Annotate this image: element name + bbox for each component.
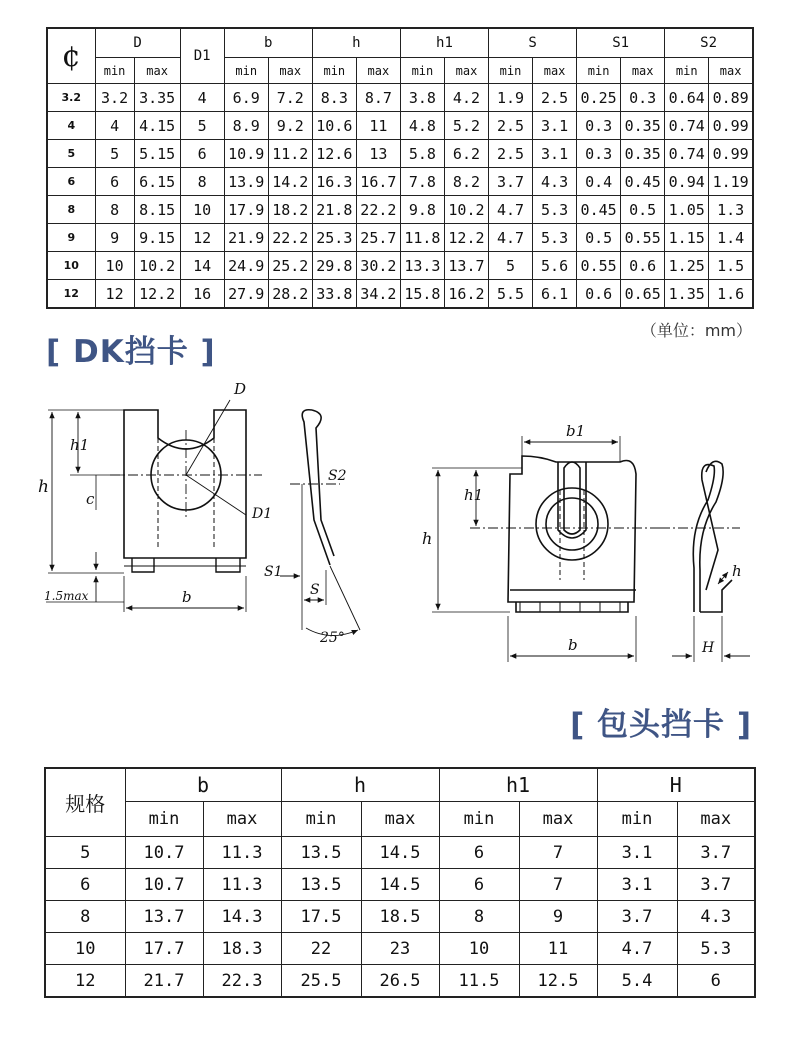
table-cell: 12 (95, 280, 134, 309)
table-cell: 8.3 (312, 84, 356, 112)
table-cell: 0.3 (621, 84, 665, 112)
header-d1: D1 (180, 28, 224, 84)
table-row (47, 196, 753, 224)
table-cell: 4 (180, 84, 224, 112)
table-cell: 5 (180, 112, 224, 140)
subheader-min: min (281, 802, 361, 837)
table-cell: 14.2 (268, 168, 312, 196)
table-cell: 18.3 (203, 933, 281, 965)
dk-clip-front-view (46, 400, 262, 612)
table-row (45, 965, 755, 998)
table-cell: 6 (439, 837, 519, 869)
subheader-max: max (444, 58, 488, 84)
subheader-min: min (489, 58, 533, 84)
table-cell: 0.35 (621, 112, 665, 140)
table-cell: 0.94 (665, 168, 709, 196)
table-row (47, 84, 753, 112)
subheader-max: max (361, 802, 439, 837)
table-cell: 10 (439, 933, 519, 965)
table-cell: 13.5 (281, 869, 361, 901)
table-cell: 34.2 (356, 280, 400, 309)
table-cell: 22 (281, 933, 361, 965)
table-cell: 25.2 (268, 252, 312, 280)
table-cell: 3.2 (95, 84, 134, 112)
label-1-5max: 1.5max (44, 589, 89, 603)
table-cell: 2.5 (489, 112, 533, 140)
header-H: H (597, 768, 755, 802)
table-cell: 4.3 (677, 901, 755, 933)
subheader-max: max (519, 802, 597, 837)
size-cell: 5 (45, 837, 125, 869)
table-cell: 0.6 (621, 252, 665, 280)
table-cell: 0.55 (577, 252, 621, 280)
size-cell: 8 (47, 196, 95, 224)
table-cell: 10.6 (312, 112, 356, 140)
table-cell: 9.2 (268, 112, 312, 140)
table-cell: 4.7 (597, 933, 677, 965)
table-cell: 13 (356, 140, 400, 168)
subheader-min: min (597, 802, 677, 837)
label-b-right: b (568, 636, 578, 654)
table-cell: 6 (95, 168, 134, 196)
size-cell: 10 (45, 933, 125, 965)
table-cell: 5.3 (677, 933, 755, 965)
table-cell: 6 (180, 140, 224, 168)
table-cell: 13.7 (444, 252, 488, 280)
label-h1-right: h1 (464, 486, 484, 504)
table-cell: 7.8 (400, 168, 444, 196)
subheader-min: min (125, 802, 203, 837)
table-cell: 5.3 (533, 196, 577, 224)
table-cell: 14.5 (361, 837, 439, 869)
table-cell: 12.2 (134, 280, 180, 309)
table-row (47, 112, 753, 140)
table-cell: 0.5 (621, 196, 665, 224)
size-cell: 10 (47, 252, 95, 280)
table-cell: 1.5 (709, 252, 753, 280)
header-h: h (312, 28, 400, 58)
table-cell: 21.7 (125, 965, 203, 998)
table-cell: 0.89 (709, 84, 753, 112)
size-cell: 3.2 (47, 84, 95, 112)
table-cell: 21.9 (224, 224, 268, 252)
table-cell: 10 (180, 196, 224, 224)
table-cell: 12.2 (444, 224, 488, 252)
table-cell: 6.15 (134, 168, 180, 196)
table-cell: 3.7 (489, 168, 533, 196)
table-cell: 10.7 (125, 869, 203, 901)
header-s1: S1 (577, 28, 665, 58)
label-b1: b1 (566, 422, 586, 440)
table-cell: 7 (519, 869, 597, 901)
dk-clip-heading: [ DK挡卡 ] (46, 334, 216, 370)
table-cell: 3.7 (677, 837, 755, 869)
table-cell: 11.8 (400, 224, 444, 252)
table-cell: 4 (95, 112, 134, 140)
table-cell: 16 (180, 280, 224, 309)
table-cell: 9 (95, 224, 134, 252)
table-cell: 1.19 (709, 168, 753, 196)
table-cell: 13.7 (125, 901, 203, 933)
table-cell: 1.4 (709, 224, 753, 252)
table-cell: 8 (95, 196, 134, 224)
table-cell: 0.35 (621, 140, 665, 168)
size-cell: 12 (45, 965, 125, 998)
table-cell: 25.7 (356, 224, 400, 252)
table-cell: 26.5 (361, 965, 439, 998)
table-cell: 10.2 (134, 252, 180, 280)
table-cell: 12.6 (312, 140, 356, 168)
table-cell: 10.7 (125, 837, 203, 869)
table-cell: 2.5 (533, 84, 577, 112)
size-cell: 9 (47, 224, 95, 252)
table-cell: 21.8 (312, 196, 356, 224)
table-cell: 0.25 (577, 84, 621, 112)
table-cell: 4.2 (444, 84, 488, 112)
table-cell: 6.2 (444, 140, 488, 168)
table-cell: 18.5 (361, 901, 439, 933)
subheader-max: max (134, 58, 180, 84)
table-cell: 3.7 (677, 869, 755, 901)
table-cell: 14.3 (203, 901, 281, 933)
table-cell: 30.2 (356, 252, 400, 280)
subheader-max: max (203, 802, 281, 837)
table-cell: 1.6 (709, 280, 753, 309)
subheader-min: min (224, 58, 268, 84)
table-row (47, 280, 753, 309)
table-cell: 9.8 (400, 196, 444, 224)
label-b: b (182, 588, 192, 606)
size-cell: 4 (47, 112, 95, 140)
table-cell: 4.7 (489, 224, 533, 252)
table-cell: 1.05 (665, 196, 709, 224)
table-row (47, 252, 753, 280)
header-spec: 规格 (45, 768, 125, 837)
subheader-max: max (268, 58, 312, 84)
unit-note: （单位：mm） (640, 321, 752, 340)
table-cell: 16.7 (356, 168, 400, 196)
table-cell: 6.1 (533, 280, 577, 309)
table-cell: 17.5 (281, 901, 361, 933)
label-angle: 25° (320, 630, 345, 646)
table-row (47, 168, 753, 196)
table-cell: 33.8 (312, 280, 356, 309)
header-h: h (281, 768, 439, 802)
label-h: h (38, 477, 49, 497)
table-cell: 11.3 (203, 837, 281, 869)
subheader-max: max (356, 58, 400, 84)
size-cell: 6 (47, 168, 95, 196)
label-H: H (702, 640, 715, 656)
label-h-small: h (732, 562, 742, 580)
header-d: D (95, 28, 180, 58)
table-cell: 25.3 (312, 224, 356, 252)
table-cell: 6 (677, 965, 755, 998)
table-row (45, 933, 755, 965)
table-cell: 3.35 (134, 84, 180, 112)
table-cell: 16.2 (444, 280, 488, 309)
table-cell: 3.8 (400, 84, 444, 112)
table-cell: 9.15 (134, 224, 180, 252)
table-cell: 0.3 (577, 112, 621, 140)
table-cell: 1.25 (665, 252, 709, 280)
label-h-right: h (422, 529, 433, 548)
table-cell: 11.3 (203, 869, 281, 901)
label-S2: S2 (328, 468, 347, 484)
table-cell: 10.2 (444, 196, 488, 224)
table-cell: 0.45 (577, 196, 621, 224)
table-cell: 4.15 (134, 112, 180, 140)
table-cell: 22.3 (203, 965, 281, 998)
baotou-clip-front-view (432, 436, 660, 662)
table-cell: 1.15 (665, 224, 709, 252)
baotou-clip-heading: [ 包头挡卡 ] (570, 707, 752, 743)
table-cell: 10 (95, 252, 134, 280)
table-cell: 0.6 (577, 280, 621, 309)
header-s: S (489, 28, 577, 58)
table-cell: 25.5 (281, 965, 361, 998)
table-cell: 14 (180, 252, 224, 280)
label-S1: S1 (264, 564, 283, 580)
dk-dimension-table (46, 27, 754, 309)
table-cell: 6.9 (224, 84, 268, 112)
label-D1: D1 (252, 506, 273, 522)
size-cell: 6 (45, 869, 125, 901)
table-cell: 5.4 (597, 965, 677, 998)
table-cell: 16.3 (312, 168, 356, 196)
table-cell: 10.9 (224, 140, 268, 168)
table-cell: 3.1 (597, 837, 677, 869)
table-row (47, 140, 753, 168)
subheader-max: max (677, 802, 755, 837)
table-cell: 8 (439, 901, 519, 933)
label-D: D (234, 380, 247, 398)
table-cell: 9 (519, 901, 597, 933)
table-cell: 0.5 (577, 224, 621, 252)
table-cell: 0.64 (665, 84, 709, 112)
table-cell: 1.35 (665, 280, 709, 309)
table-cell: 24.9 (224, 252, 268, 280)
header-h1: h1 (439, 768, 597, 802)
table-cell: 5.2 (444, 112, 488, 140)
table-cell: 11 (356, 112, 400, 140)
table-cell: 0.99 (709, 140, 753, 168)
table-cell: 13.9 (224, 168, 268, 196)
table-cell: 0.74 (665, 112, 709, 140)
table-cell: 5.15 (134, 140, 180, 168)
table-cell: 5.3 (533, 224, 577, 252)
label-S: S (310, 582, 320, 598)
table-cell: 3.7 (597, 901, 677, 933)
table-cell: 8.7 (356, 84, 400, 112)
dk-table-body (47, 84, 753, 309)
header-s2: S2 (665, 28, 753, 58)
table-cell: 29.8 (312, 252, 356, 280)
table-cell: 7.2 (268, 84, 312, 112)
table-cell: 13.3 (400, 252, 444, 280)
subheader-max: max (533, 58, 577, 84)
table-row (45, 869, 755, 901)
table-cell: 13.5 (281, 837, 361, 869)
table-row (45, 837, 755, 869)
table-cell: 8.2 (444, 168, 488, 196)
table-cell: 8 (180, 168, 224, 196)
table-cell: 4.7 (489, 196, 533, 224)
subheader-min: min (577, 58, 621, 84)
clip-technical-drawings (0, 380, 800, 680)
table-cell: 8.15 (134, 196, 180, 224)
table-cell: 5.8 (400, 140, 444, 168)
label-c: c (86, 490, 95, 508)
table-cell: 3.1 (597, 869, 677, 901)
table-cell: 11 (519, 933, 597, 965)
baotou-table-body (45, 837, 755, 998)
size-cell: 12 (47, 280, 95, 309)
table-cell: 3.1 (533, 140, 577, 168)
table-cell: 15.8 (400, 280, 444, 309)
table-cell: 12.5 (519, 965, 597, 998)
table-row (47, 224, 753, 252)
table-cell: 11.2 (268, 140, 312, 168)
subheader-min: min (312, 58, 356, 84)
table-cell: 11.5 (439, 965, 519, 998)
table-cell: 12 (180, 224, 224, 252)
table-row (45, 901, 755, 933)
baotou-dimension-table (44, 767, 756, 998)
table-cell: 0.45 (621, 168, 665, 196)
table-cell: 5.5 (489, 280, 533, 309)
table-cell: 5 (95, 140, 134, 168)
table-cell: 0.65 (621, 280, 665, 309)
label-h1: h1 (70, 436, 90, 454)
table-cell: 0.3 (577, 140, 621, 168)
size-cell: 5 (47, 140, 95, 168)
table-cell: 0.74 (665, 140, 709, 168)
table-cell: 17.9 (224, 196, 268, 224)
table-cell: 5 (489, 252, 533, 280)
subheader-max: max (621, 58, 665, 84)
table-cell: 28.2 (268, 280, 312, 309)
table-cell: 14.5 (361, 869, 439, 901)
table-cell: 0.55 (621, 224, 665, 252)
table-cell: 5.6 (533, 252, 577, 280)
subheader-min: min (439, 802, 519, 837)
table-cell: 0.99 (709, 112, 753, 140)
table-cell: 1.3 (709, 196, 753, 224)
header-b: b (125, 768, 281, 802)
table-cell: 17.7 (125, 933, 203, 965)
table-cell: 27.9 (224, 280, 268, 309)
table-cell: 8.9 (224, 112, 268, 140)
table-cell: 4.3 (533, 168, 577, 196)
table-cell: 4.8 (400, 112, 444, 140)
size-cell: 8 (45, 901, 125, 933)
table-cell: 22.2 (356, 196, 400, 224)
table-cell: 7 (519, 837, 597, 869)
table-cell: 2.5 (489, 140, 533, 168)
header-b: b (224, 28, 312, 58)
table-cell: 22.2 (268, 224, 312, 252)
subheader-min: min (400, 58, 444, 84)
subheader-min: min (95, 58, 134, 84)
header-h1: h1 (400, 28, 488, 58)
table-cell: 6 (439, 869, 519, 901)
table-cell: 0.4 (577, 168, 621, 196)
subheader-max: max (709, 58, 753, 84)
table-cell: 3.1 (533, 112, 577, 140)
diameter-symbol: ¢ (47, 28, 95, 84)
table-cell: 23 (361, 933, 439, 965)
table-cell: 1.9 (489, 84, 533, 112)
dk-clip-side-view (280, 410, 360, 636)
table-cell: 18.2 (268, 196, 312, 224)
subheader-min: min (665, 58, 709, 84)
